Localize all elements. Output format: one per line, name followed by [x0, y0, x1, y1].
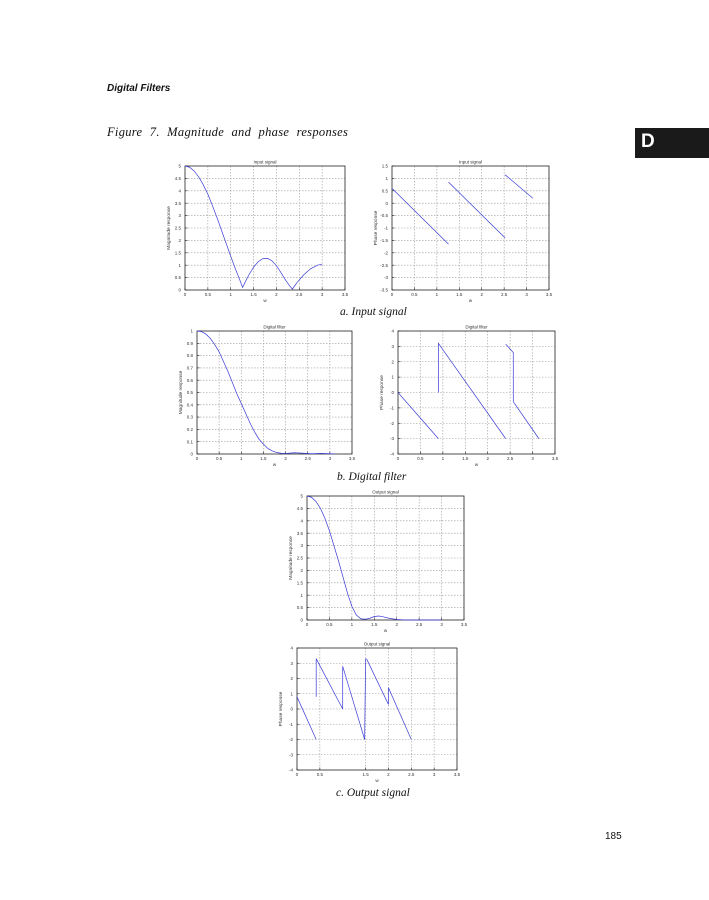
- x-tick-label: 2: [275, 292, 278, 297]
- x-tick-label: 1.5: [260, 456, 267, 461]
- x-tick-label: 0.5: [316, 772, 323, 777]
- x-tick-label: 0.5: [417, 456, 424, 461]
- x-axis-label: w: [474, 462, 479, 467]
- y-tick-label: 0.5: [381, 188, 388, 194]
- y-tick-label: 4: [391, 328, 394, 334]
- y-tick-label: -0.5: [380, 213, 388, 219]
- x-tick-label: 2: [387, 772, 390, 777]
- y-tick-label: 0.4: [186, 402, 193, 408]
- section-tab-letter: D: [641, 131, 655, 152]
- x-tick-label: 1.5: [362, 772, 369, 777]
- y-tick-label: 0: [385, 200, 388, 206]
- series-line: [438, 343, 505, 438]
- y-axis-label: Magnitude response: [167, 206, 172, 250]
- x-tick-label: 3: [320, 292, 324, 297]
- y-tick-label: 0.3: [186, 414, 193, 420]
- y-tick-label: 0: [190, 451, 193, 457]
- y-tick-label: 2: [290, 676, 293, 682]
- y-tick-label: -2: [288, 737, 293, 743]
- y-tick-label: 1: [290, 691, 293, 697]
- series-line: [297, 697, 316, 740]
- x-tick-label: 0: [396, 456, 400, 461]
- y-tick-label: -3: [288, 752, 293, 758]
- chart-filter-magnitude: [179, 324, 356, 467]
- x-tick-label: 2: [284, 456, 287, 461]
- series-line: [316, 659, 343, 709]
- chart-title: Digital filter: [465, 324, 488, 330]
- section-tab: [635, 128, 709, 158]
- y-axis-label: Magnitude response: [179, 370, 184, 415]
- series-line: [506, 344, 514, 402]
- chart-input-magnitude: [167, 159, 349, 303]
- chart-input-phase: [374, 159, 553, 303]
- y-tick-label: 0: [290, 706, 293, 712]
- chart-output-phase: [279, 641, 461, 783]
- y-tick-label: 4: [290, 645, 293, 651]
- y-tick-label: -3: [383, 275, 388, 281]
- y-tick-label: 3.5: [296, 530, 303, 536]
- x-tick-label: 0: [183, 292, 187, 297]
- x-axis-label: w: [272, 462, 277, 467]
- y-tick-label: -3.5: [380, 287, 388, 293]
- x-tick-label: 3: [440, 622, 443, 627]
- y-tick-label: 0.2: [186, 427, 193, 432]
- x-tick-label: 2.5: [304, 456, 311, 461]
- x-tick-label: 1: [229, 292, 232, 297]
- x-tick-label: 2.5: [416, 622, 423, 627]
- subcaption-a: a. Input signal: [340, 306, 407, 318]
- y-tick-label: 3: [178, 213, 181, 219]
- x-tick-label: 3: [432, 772, 436, 777]
- x-tick-label: 1: [350, 622, 354, 627]
- x-tick-label: 1.5: [456, 292, 463, 297]
- x-tick-label: 0.5: [326, 622, 333, 627]
- y-tick-label: 1: [300, 592, 303, 598]
- x-tick-label: 1: [240, 456, 243, 461]
- series-line: [398, 393, 438, 439]
- y-tick-label: 0.8: [186, 353, 193, 359]
- page-number: 185: [605, 831, 622, 842]
- y-tick-label: 0.5: [186, 390, 193, 396]
- x-tick-label: 3: [531, 456, 534, 461]
- x-tick-label: 2: [395, 622, 398, 627]
- chart-title: Input signal: [458, 159, 483, 165]
- chart-filter-phase: [380, 324, 559, 467]
- x-tick-label: 0.5: [216, 456, 223, 461]
- subcaption-c: c. Output signal: [336, 787, 410, 799]
- series-line: [388, 688, 411, 740]
- y-tick-label: 1.5: [381, 163, 388, 169]
- series-line: [343, 666, 365, 739]
- x-tick-label: 1: [441, 456, 445, 461]
- x-tick-label: 3: [525, 292, 528, 297]
- chart-title: Output signal: [363, 641, 391, 647]
- x-tick-label: 3.5: [551, 456, 559, 461]
- y-tick-label: -3: [389, 436, 394, 442]
- y-tick-label: 2: [300, 568, 303, 573]
- x-tick-label: 2: [486, 456, 489, 461]
- y-tick-label: -4: [288, 767, 293, 773]
- section-header: Digital Filters: [107, 83, 171, 94]
- x-tick-label: 1: [435, 292, 439, 297]
- y-tick-label: 1: [391, 374, 394, 380]
- y-tick-label: 0: [300, 617, 303, 623]
- x-tick-label: 0: [195, 456, 199, 461]
- plot-frame: [197, 331, 352, 454]
- y-tick-label: 3.5: [174, 200, 181, 206]
- y-axis-label: Phase response: [380, 375, 385, 410]
- x-tick-label: 3.5: [545, 292, 553, 297]
- x-axis-label: w: [263, 298, 267, 303]
- y-tick-label: -2.5: [380, 262, 388, 268]
- x-tick-label: 2.5: [507, 456, 514, 461]
- y-tick-label: -2: [389, 420, 394, 426]
- y-tick-label: 5: [300, 493, 303, 499]
- y-tick-label: 3: [290, 660, 293, 666]
- y-tick-label: 1: [190, 328, 193, 334]
- y-tick-label: 4.5: [174, 176, 181, 181]
- y-tick-label: 0: [391, 390, 394, 396]
- x-tick-label: 3.5: [348, 456, 356, 461]
- y-tick-label: 2: [391, 359, 394, 365]
- chart-title: Output signal: [372, 489, 399, 495]
- x-tick-label: 0: [305, 622, 309, 627]
- x-axis-label: w: [383, 628, 388, 633]
- y-tick-label: 0.5: [174, 275, 181, 281]
- y-tick-label: 0.5: [296, 605, 303, 611]
- x-tick-label: 1.5: [462, 456, 469, 461]
- x-tick-label: 2.5: [408, 772, 415, 777]
- y-axis-label: Phase response: [279, 691, 284, 727]
- y-tick-label: 1: [178, 262, 181, 268]
- x-tick-label: 0.5: [411, 292, 418, 297]
- x-tick-label: 2.5: [296, 292, 303, 297]
- x-axis-label: w: [468, 298, 473, 303]
- y-tick-label: 1: [385, 176, 388, 181]
- y-tick-label: 1.5: [174, 250, 181, 256]
- y-tick-label: 0.7: [186, 365, 193, 371]
- chart-title: Input signal: [253, 159, 277, 165]
- y-tick-label: 4: [300, 518, 303, 524]
- y-tick-label: 0.1: [186, 439, 193, 445]
- y-tick-label: -4: [389, 451, 394, 457]
- series-line: [197, 331, 334, 454]
- y-tick-label: 4.5: [296, 506, 303, 511]
- series-line: [392, 188, 449, 244]
- y-axis-label: Phase response: [374, 210, 379, 246]
- y-tick-label: 0: [178, 287, 181, 293]
- x-tick-label: 3: [328, 456, 332, 461]
- y-tick-label: 2: [178, 238, 181, 243]
- chart-output-magnitude: [289, 489, 468, 633]
- y-tick-label: 3: [391, 343, 394, 349]
- x-tick-label: 3.5: [460, 622, 468, 627]
- y-tick-label: 0.6: [186, 377, 193, 383]
- y-tick-label: 2.5: [296, 555, 303, 561]
- y-tick-label: 1.5: [296, 580, 303, 586]
- x-tick-label: 0: [390, 292, 394, 297]
- y-tick-label: 4: [178, 188, 181, 194]
- x-tick-label: 3.5: [453, 772, 461, 777]
- x-tick-label: 3.5: [341, 292, 349, 297]
- x-tick-label: 2.5: [501, 292, 508, 297]
- y-axis-label: Magnitude response: [289, 536, 294, 580]
- series-line: [449, 182, 506, 238]
- y-tick-label: -1.5: [380, 238, 388, 243]
- y-tick-label: 0.9: [186, 340, 193, 346]
- series-line: [513, 402, 539, 439]
- y-tick-label: -1: [288, 721, 293, 727]
- y-tick-label: 2.5: [174, 225, 181, 231]
- series-line: [366, 659, 388, 705]
- y-tick-label: -1: [389, 405, 394, 411]
- x-tick-label: 0.5: [204, 292, 211, 297]
- x-tick-label: 0: [295, 772, 299, 777]
- x-tick-label: 1.5: [250, 292, 257, 297]
- y-tick-label: -2: [383, 250, 388, 256]
- y-tick-label: -1: [383, 225, 388, 231]
- y-tick-label: 5: [178, 163, 181, 169]
- y-tick-label: 3: [300, 543, 303, 549]
- x-axis-label: w: [375, 778, 379, 783]
- figure-caption: Figure 7. Magnitude and phase responses: [107, 125, 349, 139]
- subcaption-b: b. Digital filter: [337, 471, 407, 483]
- x-tick-label: 1.5: [371, 622, 378, 627]
- x-tick-label: 2: [480, 292, 483, 297]
- chart-title: Digital filter: [263, 324, 286, 330]
